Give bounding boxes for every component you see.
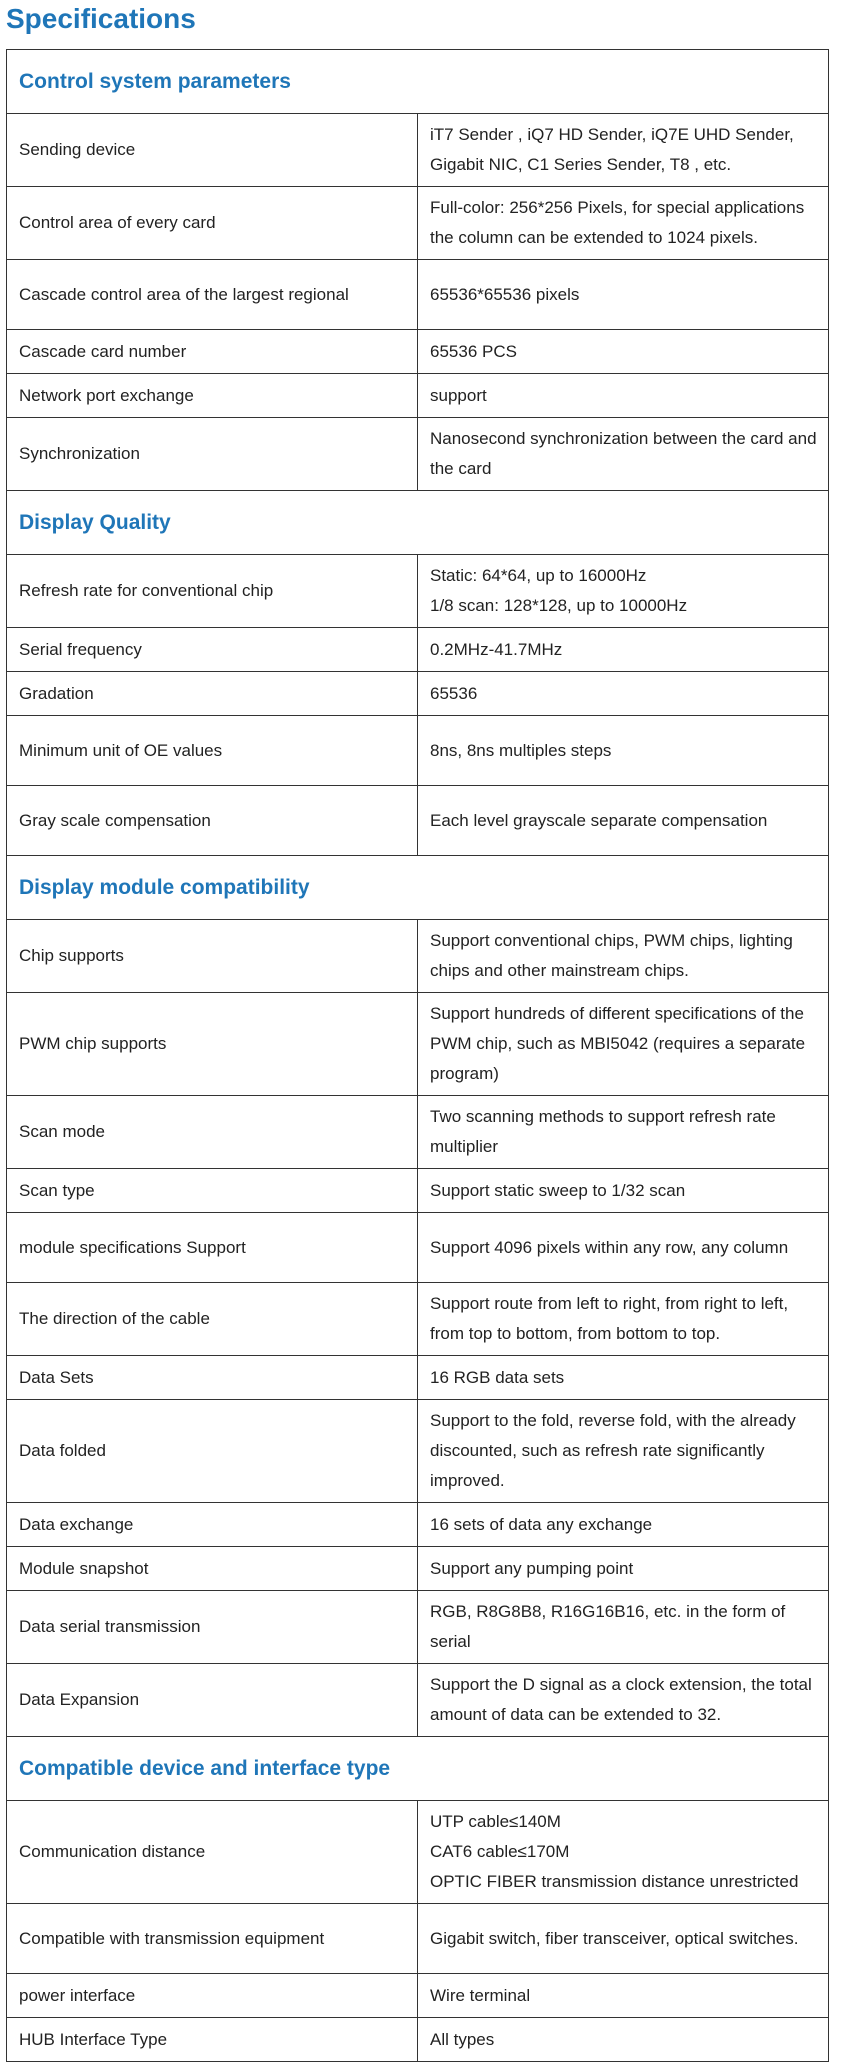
spec-label: Sending device — [7, 114, 418, 187]
spec-table — [6, 49, 829, 2062]
spec-value: Gigabit switch, fiber transceiver, optical switches. — [418, 1904, 829, 1974]
spec-label: Gray scale compensation — [7, 786, 418, 856]
spec-row — [7, 330, 829, 374]
spec-label: Serial frequency — [7, 628, 418, 672]
spec-label: Data folded — [7, 1400, 418, 1503]
spec-row — [7, 993, 829, 1096]
spec-label: The direction of the cable — [7, 1283, 418, 1356]
spec-row — [7, 260, 829, 330]
spec-value: Full-color: 256*256 Pixels, for special applications the column can be extended to 1024 pixels. — [418, 187, 829, 260]
spec-label: Synchronization — [7, 418, 418, 491]
spec-row — [7, 920, 829, 993]
spec-label: Gradation — [7, 672, 418, 716]
spec-label: Module snapshot — [7, 1547, 418, 1591]
spec-label: HUB Interface Type — [7, 2018, 418, 2062]
spec-value: 16 sets of data any exchange — [418, 1503, 829, 1547]
spec-label: Scan type — [7, 1169, 418, 1213]
spec-value: Support conventional chips, PWM chips, lighting chips and other mainstream chips. — [418, 920, 829, 993]
spec-label: Control area of every card — [7, 187, 418, 260]
spec-label: Data Sets — [7, 1356, 418, 1400]
spec-row — [7, 1974, 829, 2018]
section-heading: Control system parameters — [7, 50, 829, 114]
spec-row — [7, 1801, 829, 1904]
spec-row — [7, 786, 829, 856]
spec-row — [7, 672, 829, 716]
spec-value: RGB, R8G8B8, R16G16B16, etc. in the form of serial — [418, 1591, 829, 1664]
spec-value: Support the D signal as a clock extension, the total amount of data can be extended to 32. — [418, 1664, 829, 1737]
spec-value-line: OPTIC FIBER transmission distance unrestricted — [430, 1872, 799, 1891]
spec-row — [7, 114, 829, 187]
spec-value: Support any pumping point — [418, 1547, 829, 1591]
section-header-row — [7, 856, 829, 920]
spec-row — [7, 418, 829, 491]
spec-label: Data Expansion — [7, 1664, 418, 1737]
spec-value: Support to the fold, reverse fold, with the already discounted, such as refresh rate significantly improved. — [418, 1400, 829, 1503]
spec-label: PWM chip supports — [7, 993, 418, 1096]
spec-row — [7, 1664, 829, 1737]
spec-table-body — [7, 50, 829, 2062]
spec-value: iT7 Sender , iQ7 HD Sender, iQ7E UHD Sender, Gigabit NIC, C1 Series Sender, T8 , etc. — [418, 114, 829, 187]
spec-label: Compatible with transmission equipment — [7, 1904, 418, 1974]
spec-row — [7, 716, 829, 786]
spec-value: 8ns, 8ns multiples steps — [418, 716, 829, 786]
page-title: Specifications — [6, 3, 196, 34]
spec-label: Network port exchange — [7, 374, 418, 418]
spec-label: Cascade control area of the largest regional — [7, 260, 418, 330]
spec-label: Minimum unit of OE values — [7, 716, 418, 786]
spec-label: Cascade card number — [7, 330, 418, 374]
spec-row — [7, 1213, 829, 1283]
spec-row — [7, 1283, 829, 1356]
spec-value — [418, 555, 829, 628]
spec-value: Support 4096 pixels within any row, any column — [418, 1213, 829, 1283]
spec-row — [7, 1169, 829, 1213]
spec-value: Nanosecond synchronization between the card and the card — [418, 418, 829, 491]
spec-value: Support route from left to right, from right to left, from top to bottom, from bottom to top. — [418, 1283, 829, 1356]
spec-row — [7, 1904, 829, 1974]
section-header-row — [7, 1737, 829, 1801]
spec-value: Support hundreds of different specifications of the PWM chip, such as MBI5042 (requires a separate program) — [418, 993, 829, 1096]
spec-value: 16 RGB data sets — [418, 1356, 829, 1400]
spec-value-line: UTP cable≤140M — [430, 1812, 561, 1831]
spec-value-line: 1/8 scan: 128*128, up to 10000Hz — [430, 596, 688, 615]
section-heading: Display Quality — [7, 491, 829, 555]
spec-row — [7, 1591, 829, 1664]
spec-value-line: CAT6 cable≤170M — [430, 1842, 570, 1861]
spec-value: Two scanning methods to support refresh rate multiplier — [418, 1096, 829, 1169]
spec-row — [7, 1547, 829, 1591]
spec-value: Support static sweep to 1/32 scan — [418, 1169, 829, 1213]
spec-value: 65536 — [418, 672, 829, 716]
spec-row — [7, 628, 829, 672]
spec-row — [7, 1356, 829, 1400]
spec-label: Refresh rate for conventional chip — [7, 555, 418, 628]
spec-row — [7, 555, 829, 628]
spec-label: Data exchange — [7, 1503, 418, 1547]
spec-value: Wire terminal — [418, 1974, 829, 2018]
spec-row — [7, 2018, 829, 2062]
spec-value: 0.2MHz-41.7MHz — [418, 628, 829, 672]
spec-value: support — [418, 374, 829, 418]
section-header-row — [7, 50, 829, 114]
spec-label: Chip supports — [7, 920, 418, 993]
spec-value: Each level grayscale separate compensation — [418, 786, 829, 856]
spec-label: Communication distance — [7, 1801, 418, 1904]
spec-value: All types — [418, 2018, 829, 2062]
spec-label: power interface — [7, 1974, 418, 2018]
spec-value: 65536 PCS — [418, 330, 829, 374]
spec-label: module specifications Support — [7, 1213, 418, 1283]
section-heading: Compatible device and interface type — [7, 1737, 829, 1801]
section-heading: Display module compatibility — [7, 856, 829, 920]
spec-row — [7, 1096, 829, 1169]
spec-row — [7, 374, 829, 418]
spec-label: Data serial transmission — [7, 1591, 418, 1664]
spec-value: 65536*65536 pixels — [418, 260, 829, 330]
spec-row — [7, 187, 829, 260]
spec-row — [7, 1503, 829, 1547]
spec-value-line: Static: 64*64, up to 16000Hz — [430, 566, 647, 585]
spec-value — [418, 1801, 829, 1904]
section-header-row — [7, 491, 829, 555]
spec-label: Scan mode — [7, 1096, 418, 1169]
spec-row — [7, 1400, 829, 1503]
